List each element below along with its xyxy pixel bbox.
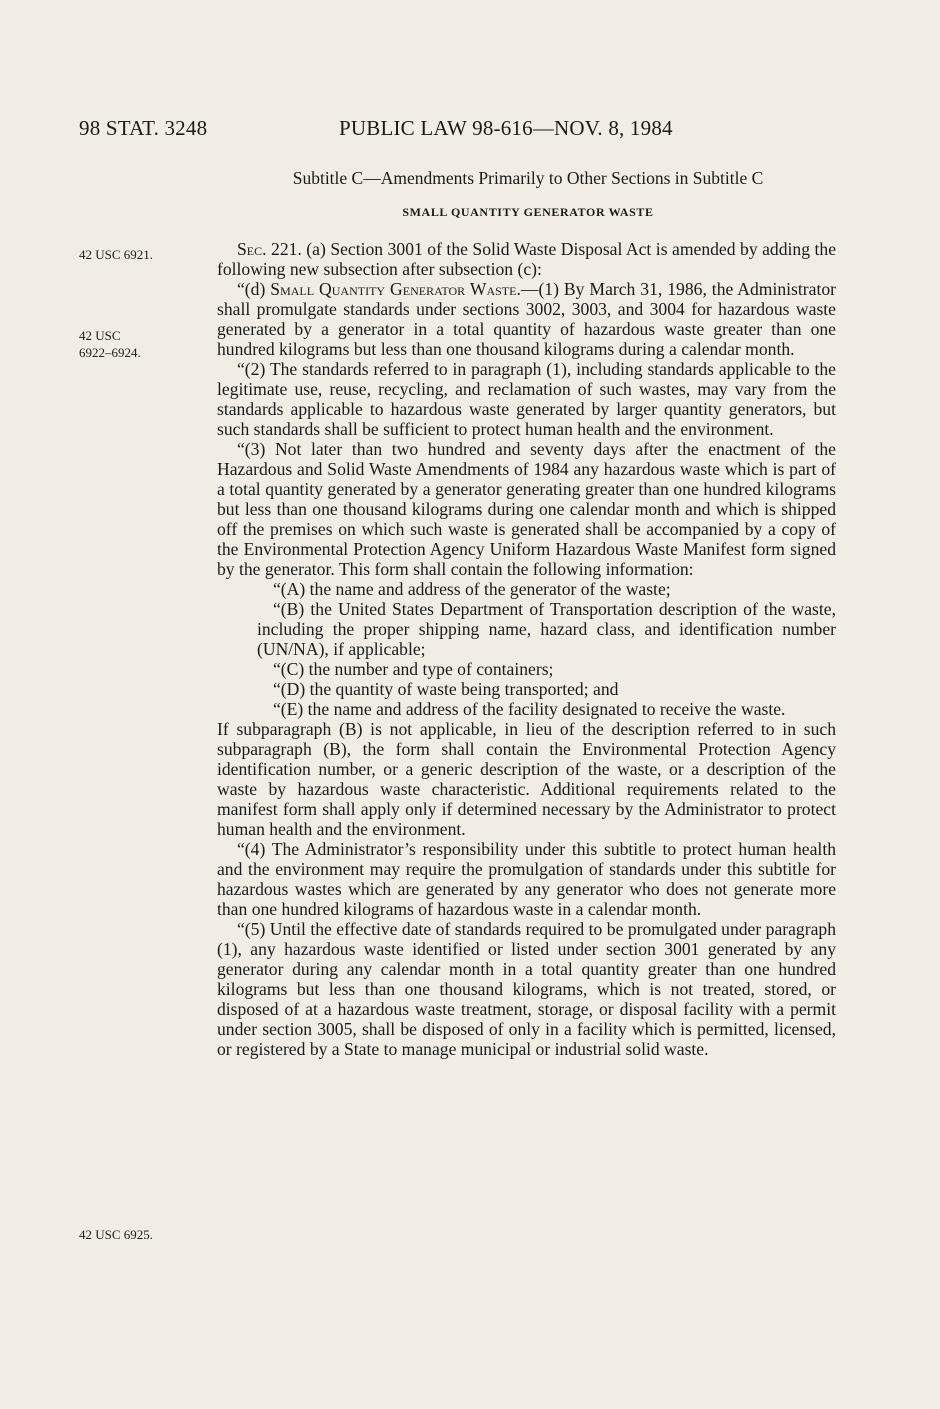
paragraph-d-text: .—(1) By March 31, 1986, the Administrator shall promulgate standards under sections 3002, 3003, and 3004 for hazardous waste generated by a generator in a total quantity of hazardous waste greater than one hundred kilograms but less than one thousand kilograms during a calendar month. — [217, 279, 837, 359]
paragraph-subparagraph-note: If subparagraph (B) is not applicable, in lieu of the description referred to in such subparagraph (B), the form shall contain the Environmental Protection Agency identification number, or a generic description of the waste, or a description of the waste by hazardous waste characteristic. Additional requirements related to the manifest form shall apply only if determined necessary by the Administrator to protect human health and the environment. — [217, 719, 836, 839]
list-item-d: “(D) the quantity of waste being transported; and — [273, 679, 619, 699]
paragraph-2: “(2) The standards referred to in paragraph (1), including standards applicable to the legitimate use, reuse, recycling, and reclamation of such wastes, may vary from the standards applicable to hazardous waste generated by larger quantity generators, but such standards shall be sufficient to protect human health and the environment. — [217, 359, 836, 439]
paragraph-3: “(3) Not later than two hundred and seventy days after the enactment of the Hazardous and Solid Waste Amendments of 1984 any hazardous waste which is part of a total quantity generated by a generator generating greater than one hundred kilograms but less than one thousand kilograms during one calendar month and which is shipped off the premises on which such waste is generated shall be accompanied by a copy of the Environmental Protection Agency Uniform Hazardous Waste Manifest form signed by the generator. This form shall contain the following information: — [217, 439, 836, 579]
paragraph-d-lead: “(d) — [237, 279, 271, 299]
sec-label: Sec — [237, 239, 263, 259]
paragraph-5: “(5) Until the effective date of standards required to be promulgated under paragraph (1), any hazardous waste identified or listed under section 3001 generated by any generator during any calendar month in a total quantity greater than one hundred kilograms but less than one thousand kilograms, which is not treated, stored, or disposed of at a hazardous waste treatment, storage, or disposal facility with a permit under section 3005, shall be disposed of only in a facility which is permitted, licensed, or registered by a State to manage municipal or industrial solid waste. — [217, 919, 836, 1059]
body-text — [217, 239, 836, 1059]
paragraph-sec-221 — [217, 239, 836, 279]
list-item-b: “(B) the United States Department of Transportation description of the waste, including the proper shipping name, hazard class, and identification number (UN/NA), if applicable; — [257, 599, 836, 659]
sec-221-text: . 221. (a) Section 3001 of the Solid Waste Disposal Act is amended by adding the following new subsection after subsection (c): — [217, 239, 836, 279]
paragraph-4: “(4) The Administrator’s responsibility under this subtitle to protect human health and the environment may require the promulgation of standards under this subtitle for hazardous wastes which are generated by any generator who does not generate more than one hundred kilograms of hazardous waste in a calendar month. — [217, 839, 836, 919]
paragraph-d-heading: Small Quantity Generator Waste — [270, 279, 517, 299]
list-item-c: “(C) the number and type of containers; — [273, 659, 554, 679]
page-header — [79, 116, 839, 146]
list-item-e: “(E) the name and address of the facility designated to receive the waste. — [273, 699, 786, 719]
margin-note-citation-6921: 42 USC 6921. — [79, 247, 154, 262]
list-item-a: “(A) the name and address of the generator of the waste; — [273, 579, 671, 599]
paragraph-d-1 — [217, 279, 836, 359]
statute-page-id: 98 STAT. 3248 — [79, 116, 208, 140]
margin-note-citation-6922: 42 USC — [79, 328, 121, 343]
subtitle-heading: Subtitle C—Amendments Primarily to Other Sections in Subtitle C — [292, 168, 764, 188]
margin-note-citation-6922-range: 6922–6924. — [79, 345, 141, 360]
law-title: PUBLIC LAW 98-616—NOV. 8, 1984 — [339, 116, 673, 140]
margin-note-citation-6925: 42 USC 6925. — [79, 1227, 154, 1242]
section-heading: SMALL QUANTITY GENERATOR WASTE — [402, 205, 654, 219]
